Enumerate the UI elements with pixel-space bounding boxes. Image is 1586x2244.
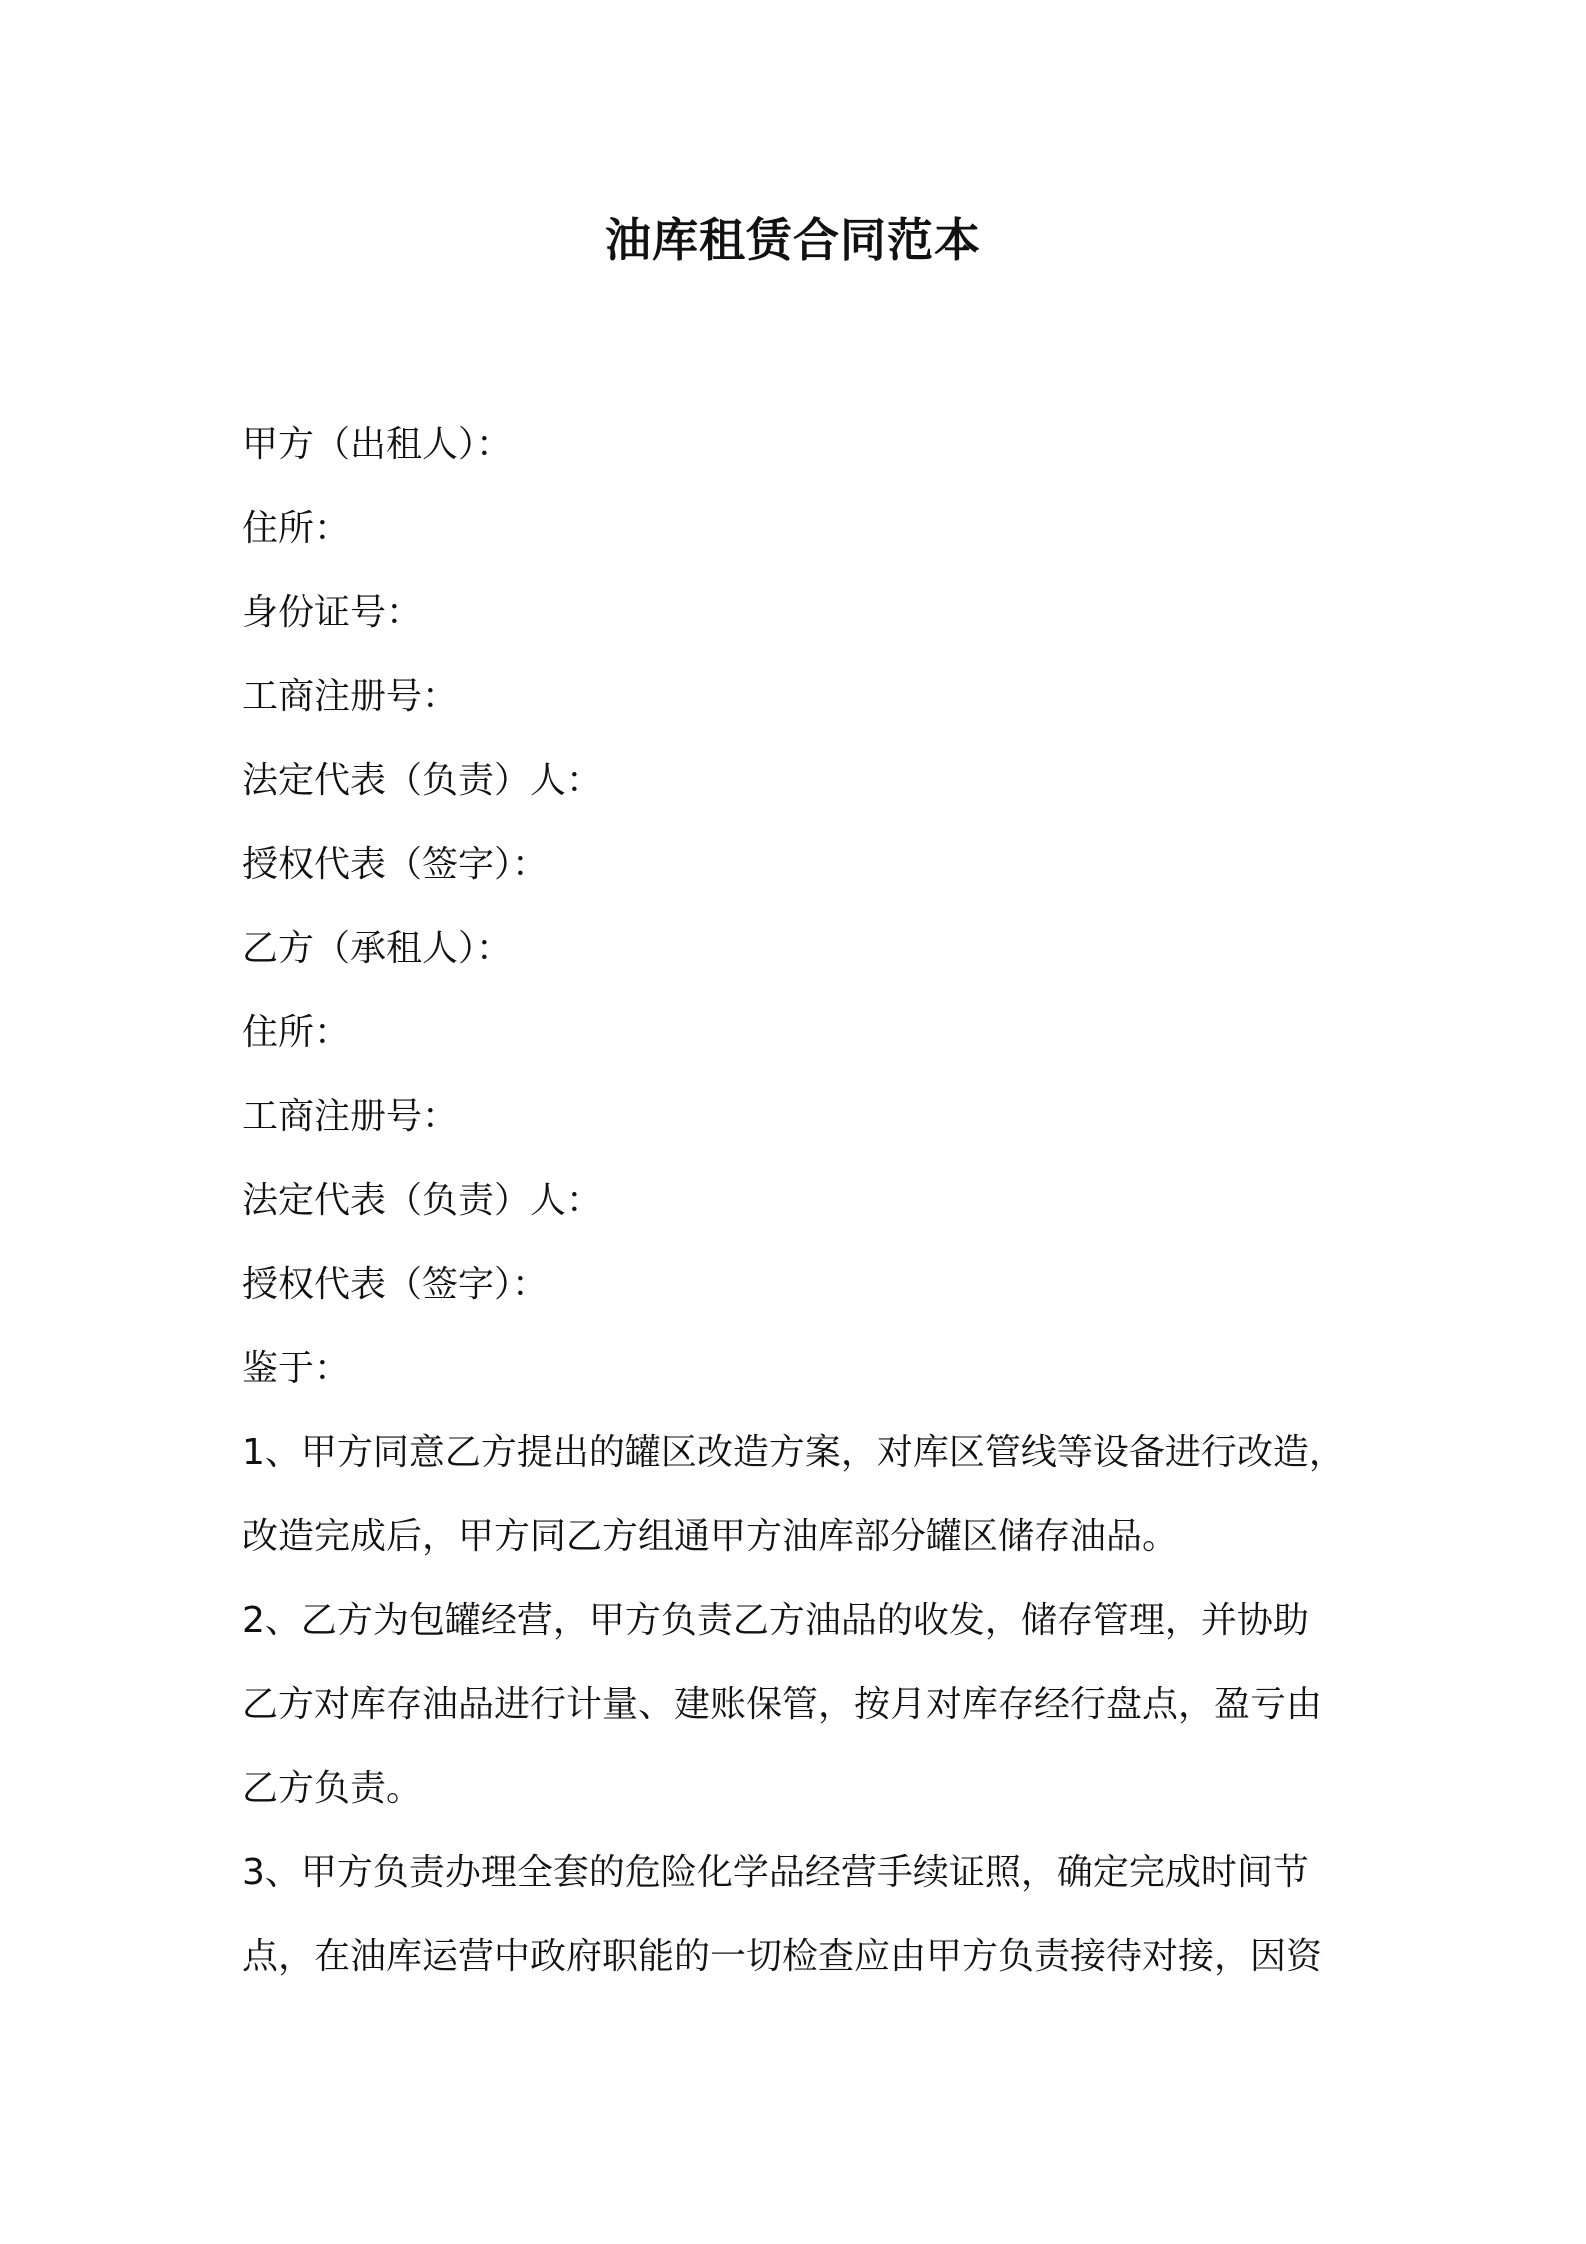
party-b-legal-rep-label: 法定代表（负责）人： xyxy=(242,1180,603,1221)
clause-3-line-1: 3、甲方负责办理全套的危险化学品经营手续证照，确定完成时间节 xyxy=(242,1852,1309,1893)
document-body xyxy=(242,403,1382,1999)
party-a-name-label: 甲方（出租人）： xyxy=(242,424,513,465)
party-b-address-label: 住所： xyxy=(242,1012,351,1053)
party-a-registration-label: 工商注册号： xyxy=(242,676,459,717)
party-a-address-label: 住所： xyxy=(242,508,351,549)
clause-1-line-1: 1、甲方同意乙方提出的罐区改造方案，对库区管线等设备进行改造， xyxy=(242,1432,1345,1473)
document-title: 油库租赁合同范本 xyxy=(605,213,981,267)
party-b-authorized-rep-label: 授权代表（签字）： xyxy=(242,1264,549,1305)
clause-2-line-1: 2、乙方为包罐经营，甲方负责乙方油品的收发，储存管理，并协助 xyxy=(242,1600,1309,1641)
party-b-name-label: 乙方（承租人）： xyxy=(242,928,513,969)
party-b-registration-label: 工商注册号： xyxy=(242,1096,459,1137)
party-a-legal-rep-label: 法定代表（负责）人： xyxy=(242,760,603,801)
clause-1-line-2: 改造完成后，甲方同乙方组通甲方油库部分罐区储存油品。 xyxy=(242,1516,1179,1557)
clause-2-line-3: 乙方负责。 xyxy=(242,1768,423,1809)
whereas-label: 鉴于： xyxy=(242,1348,351,1389)
clause-3-line-2: 点，在油库运营中政府职能的一切检查应由甲方负责接待对接，因资 xyxy=(242,1936,1323,1977)
party-a-id-label: 身份证号： xyxy=(242,592,423,633)
party-a-authorized-rep-label: 授权代表（签字）： xyxy=(242,844,549,885)
clause-2-line-2: 乙方对库存油品进行计量、建账保管，按月对库存经行盘点，盈亏由 xyxy=(242,1684,1323,1725)
